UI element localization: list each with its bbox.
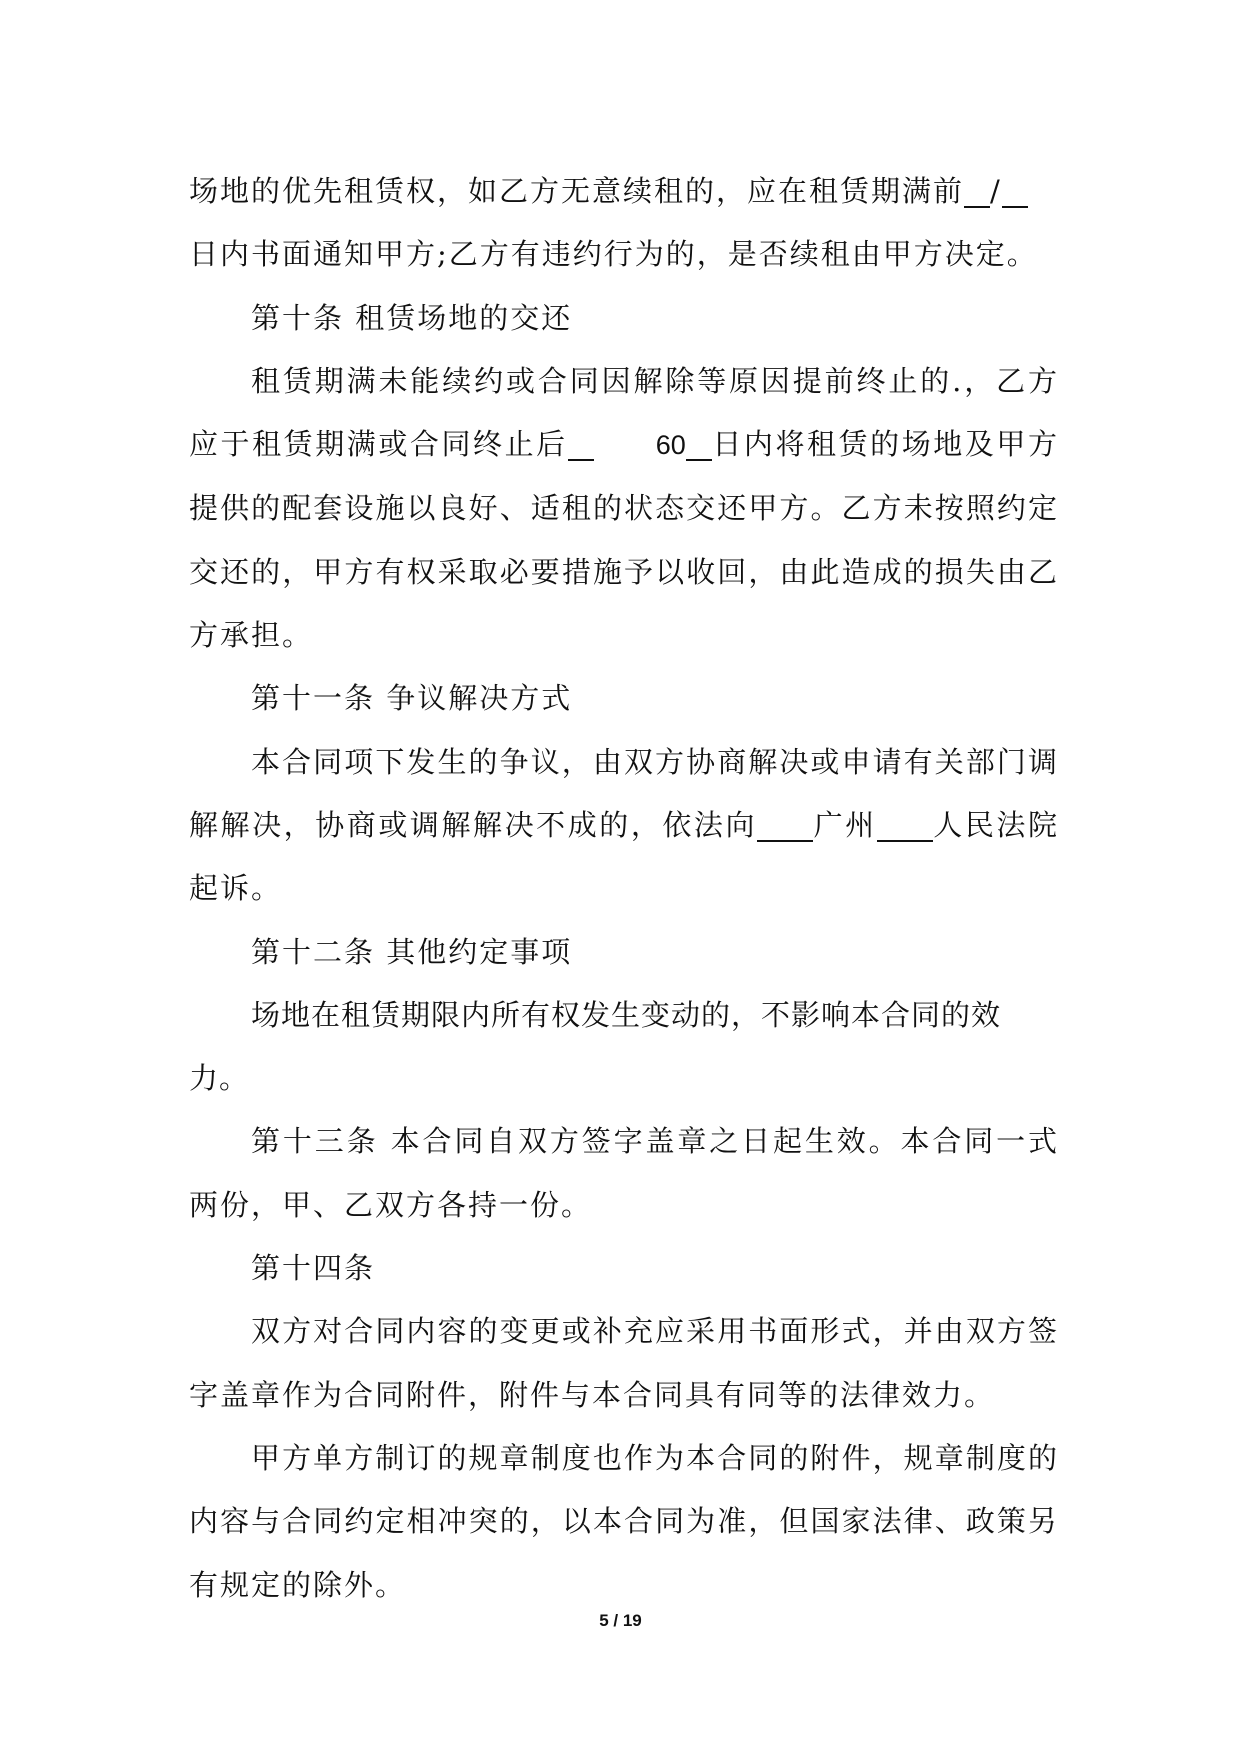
clause-9-line-2: 日内书面通知甲方;乙方有违约行为的，是否续租由甲方决定。 — [189, 237, 1038, 272]
page-number: 5 / 19 — [599, 1611, 642, 1630]
clause-10-text-pre: 租赁期满未能续约或合同因解除等原因提前终止的.，乙方应于租赁期满或合同终止后 — [189, 363, 1059, 462]
blank-field — [568, 430, 594, 461]
clause-9-text: 场地的优先租赁权，如乙方无意续租的，应在租赁期满前 — [189, 174, 965, 208]
blank-field — [757, 811, 813, 842]
blank-field — [877, 811, 933, 842]
document-page — [189, 0, 1059, 1754]
contract-text — [189, 160, 1059, 1617]
clause-11-body — [189, 731, 1059, 921]
clause-14-para-1: 双方对合同内容的变更或补充应采用书面形式，并由双方签字盖章作为合同附件，附件与本合同具有同等的法律效力。 — [189, 1314, 1059, 1412]
clause-11-text-pre: 本合同项下发生的争议，由双方协商解决或申请有关部门调解解决，协商或调解解决不成的，依法向 — [189, 744, 1059, 842]
return-days-value: 60 — [655, 430, 686, 461]
slash-value: / — [990, 174, 1002, 208]
clause-10-body — [189, 350, 1059, 667]
clause-13-body: 第十三条 本合同自双方签字盖章之日起生效。本合同一式两份，甲、乙双方各持一份。 — [189, 1124, 1059, 1222]
clause-11-heading: 第十一条 争议解决方式 — [251, 681, 573, 716]
clause-12-body: 场地在租赁期限内所有权发生变动的，不影响本合同的效力。 — [189, 997, 1002, 1096]
clause-9-line-1 — [189, 160, 1059, 223]
clause-14-heading: 第十四条 — [251, 1251, 376, 1286]
blank-field — [686, 430, 712, 461]
clause-14-para-2: 甲方单方制订的规章制度也作为本合同的附件，规章制度的内容与合同约定相冲突的，以本合同为准，但国家法律、政策另有规定的除外。 — [189, 1440, 1059, 1602]
blank-field — [964, 177, 990, 208]
court-city-value: 广州 — [813, 807, 877, 842]
blank-field — [1002, 177, 1028, 208]
clause-10-text-post: 日内将租赁的场地及甲方提供的配套设施以良好、适租的状态交还甲方。乙方未按照约定交还的，甲方有权采取必要措施予以收回，由此造成的损失由乙方承担。 — [189, 427, 1059, 653]
clause-10-heading: 第十条 租赁场地的交还 — [251, 300, 573, 335]
clause-11-text-post: 人民法院起诉。 — [189, 807, 1059, 906]
clause-12-heading: 第十二条 其他约定事项 — [251, 934, 573, 969]
